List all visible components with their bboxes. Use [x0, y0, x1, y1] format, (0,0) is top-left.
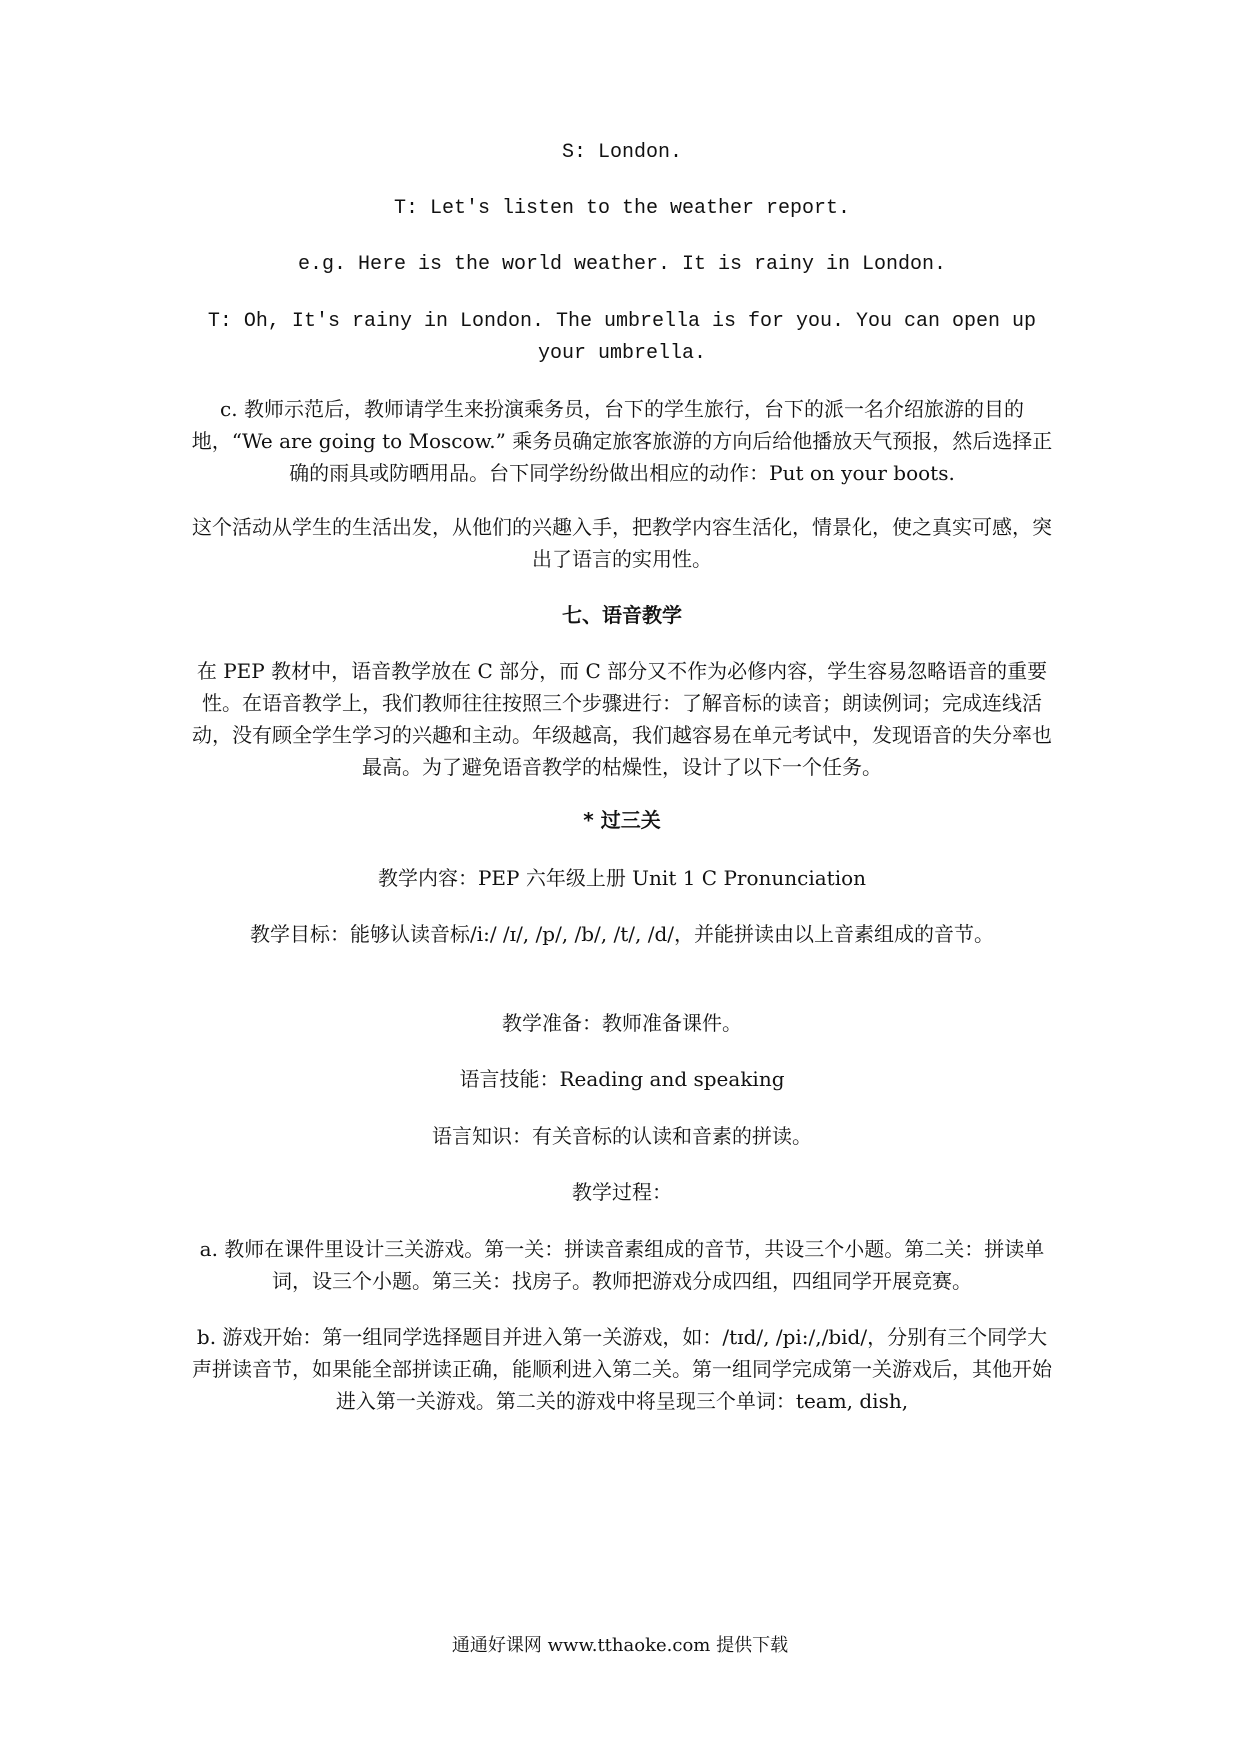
section-heading: 七、语音教学 — [562, 603, 682, 627]
section-intro: 在 PEP 教材中，语音教学放在 C 部分，而 C 部分又不作为必修内容，学生容易忽略语音的重要性。在语音教学上，我们教师往往按照三个步骤进行：了解音标的读音；朗读例词；完成连线活动，没有顾全学生学习的兴趣和主动。年级越高，我们越容易在单元考试中，发现语音的失分率也最高。为了避免语音教学的枯燥性，设计了以下一个任务。 — [192, 659, 1052, 779]
task-step-a: a. 教师在课件里设计三关游戏。第一关：拼读音素组成的音节，共设三个小题。第二关：拼读单词，设三个小题。第三关：找房子。教师把游戏分成四组，四组同学开展竞赛。 — [199, 1237, 1045, 1293]
dialogue-line-teacher: T: Let's listen to the weather report. — [393, 197, 851, 220]
task-prep: 教学准备：教师准备课件。 — [502, 1011, 742, 1035]
task-process-label: 教学过程： — [572, 1180, 672, 1204]
task-step-b: b. 游戏开始：第一组同学选择题目并进入第一关游戏，如：/tɪd/, /pi:/,/bid/，分别有三个同学大声拼读音节，如果能全部拼读正确，能顺利进入第二关。第一组同学完成第一关游戏后，其他开始进入第一关游戏。第二关的游戏中将呈现三个单词：team, dish, — [192, 1325, 1052, 1413]
task-content: 教学内容：PEP 六年级上册 Unit 1 C Pronunciation — [377, 866, 867, 890]
document-page — [188, 0, 1056, 1754]
task-knowledge: 语言知识：有关音标的认读和音素的拼读。 — [432, 1124, 812, 1148]
page-footer: 通通好课网 www.tthaoke.com 提供下载 — [451, 1635, 789, 1656]
task-goal: 教学目标：能够认读音标/i:/ /ɪ/, /p/, /b/, /t/, /d/，并能拼读由以上音素组成的音节。 — [249, 922, 995, 946]
dialogue-line-umbrella: T: Oh, It's rainy in London. The umbrella is for you. You can open up your umbrella. — [207, 310, 1037, 365]
activity-step-c: c. 教师示范后，教师请学生来扮演乘务员，台下的学生旅行，台下的派一名介绍旅游的目的地，“We are going to Moscow.” 乘务员确定旅客旅游的方向后给他播放天气预报，然后选择正确的雨具或防晒用品。台下同学纷纷做出相应的动作：Put on your boots. — [191, 397, 1053, 485]
task-skill: 语言技能：Reading and speaking — [459, 1067, 785, 1091]
dialogue-line-example: e.g. Here is the world weather. It is rainy in London. — [297, 253, 947, 276]
activity-summary: 这个活动从学生的生活出发，从他们的兴趣入手，把教学内容生活化，情景化，使之真实可感，突出了语言的实用性。 — [192, 515, 1052, 571]
dialogue-line-student: S: London. — [561, 141, 683, 164]
task-title: * 过三关 — [583, 808, 661, 832]
